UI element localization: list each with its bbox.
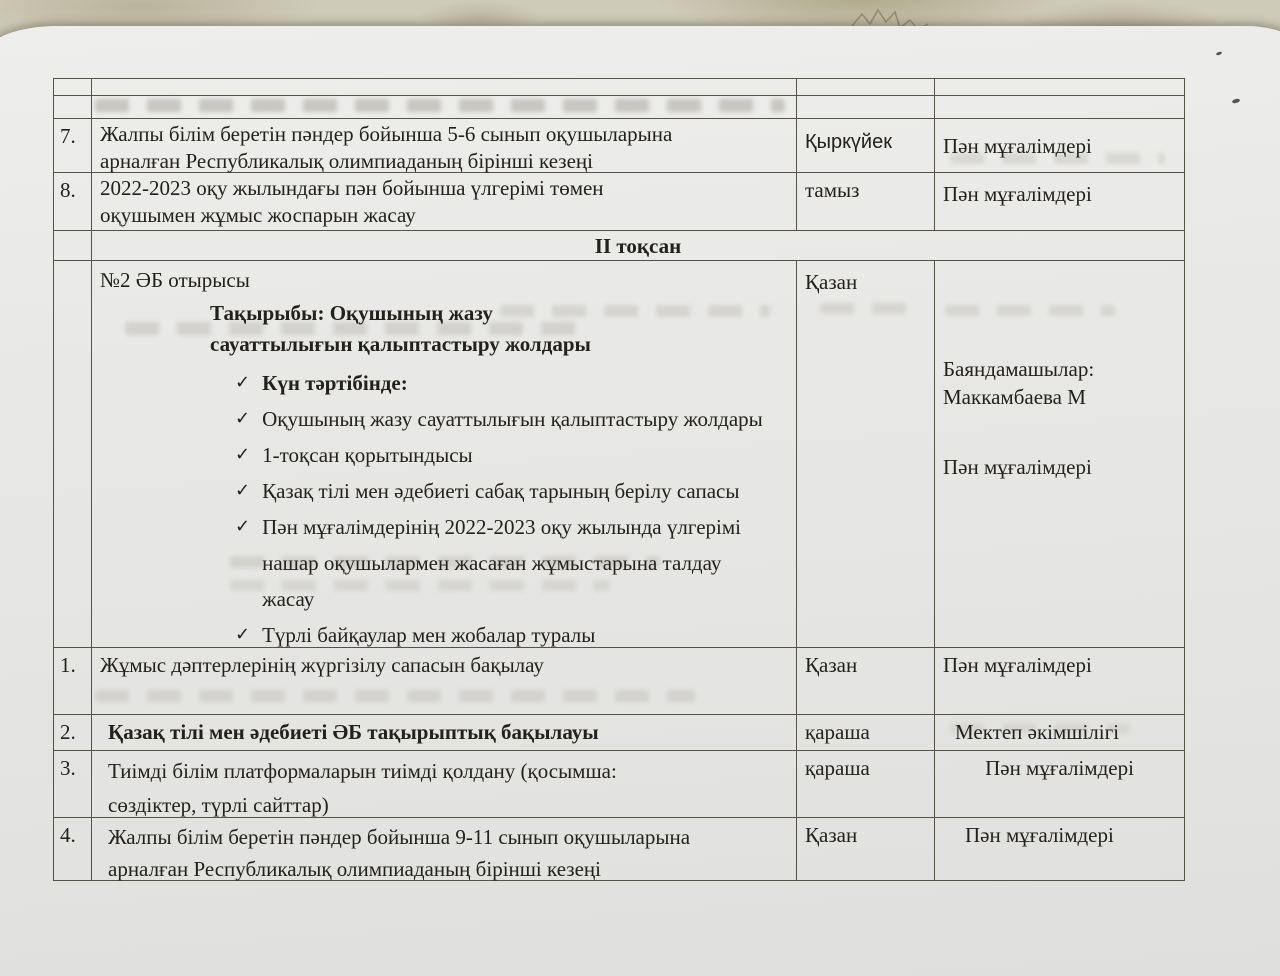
responsible-cell — [935, 261, 1184, 647]
speakers-label: Баяндамашылар: — [943, 357, 1095, 381]
agenda-item — [235, 401, 780, 437]
table-row — [54, 715, 1184, 751]
section-header-row — [54, 231, 1184, 261]
cell-month — [797, 96, 935, 118]
row-number: 4. — [54, 818, 92, 880]
agenda-item — [235, 509, 780, 617]
responsible-cell: Мектеп әкімшілігі — [955, 720, 1120, 744]
table-row — [54, 648, 1184, 715]
check-icon: ✓ — [235, 444, 251, 466]
meeting-row — [54, 261, 1184, 648]
month-cell: қараша — [797, 715, 935, 750]
speaker-name: Маккамбаева М — [943, 385, 1086, 410]
month-cell: Қазан — [797, 648, 935, 714]
responsible-cell: Пән мұғалімдері — [943, 182, 1092, 206]
month-cell: қараша — [797, 751, 935, 817]
meeting-title: №2 ӘБ отырысы — [100, 268, 250, 292]
activity-text: Жалпы білім беретін пәндер бойынша 9-11 сынып оқушыларына арналған Республикалық олимпиаданың бірінші кезеңі — [108, 825, 691, 881]
activity-cell — [92, 648, 797, 714]
activity-cell — [92, 751, 797, 817]
plan-table — [53, 78, 1185, 881]
cell-activity — [92, 96, 797, 118]
check-icon: ✓ — [235, 516, 251, 538]
row-number: 7. — [54, 119, 92, 172]
activity-text: Тиімді білім платформаларын тиімді қолдану (қосымша: сөздіктер, түрлі сайттар) — [108, 759, 617, 817]
agenda-item-text: 1-тоқсан қорытындысы — [262, 443, 473, 468]
table-row-cropped — [54, 79, 1184, 96]
check-icon: ✓ — [235, 480, 251, 502]
responsible-cell: Пән мұғалімдері — [965, 823, 1114, 847]
activity-cell — [92, 173, 797, 230]
month-cell: тамыз — [797, 173, 935, 230]
agenda-item-text: Қазақ тілі мен әдебиеті сабақ тарының берілу сапасы — [262, 479, 740, 504]
responsible-text: Пән мұғалімдері — [943, 454, 1092, 479]
meeting-cell — [92, 261, 797, 647]
row-number: 8. — [54, 173, 92, 230]
cell-activity — [92, 79, 797, 95]
activity-text: Жалпы білім беретін пәндер бойынша 5-6 сынып оқушыларына арналған Республикалық олимпиаданың бірінші кезеңі — [100, 122, 673, 174]
table-row — [54, 119, 1184, 173]
row-number: 1. — [54, 648, 92, 714]
agenda-item-text: Түрлі байқаулар мен жобалар туралы — [262, 623, 596, 648]
activity-cell — [92, 119, 797, 172]
agenda-list — [235, 365, 780, 653]
row-number: 3. — [54, 751, 92, 817]
responsible-cell: Пән мұғалімдері — [985, 756, 1134, 780]
table-row-cropped — [54, 96, 1184, 119]
responsible-cell: Пән мұғалімдері — [943, 653, 1092, 677]
check-icon: ✓ — [235, 372, 251, 394]
cell-number — [54, 96, 92, 118]
cell-number — [54, 79, 92, 95]
cell-number — [54, 231, 92, 260]
speakers-block — [943, 265, 1176, 412]
agenda-item-text: Оқушының жазу сауаттылығын қалыптастыру жолдары — [262, 407, 763, 432]
agenda-item — [235, 473, 780, 509]
agenda-item-text: Күн тәртібінде: — [262, 371, 408, 396]
agenda-item-text: Пән мұғалімдерінің 2022-2023 оқу жылында үлгерімі нашар оқушылармен жасаған жұмыстарына талдау жасау — [262, 515, 741, 612]
activity-text: Жұмыс дәптерлерінің жүргізілу сапасын бақылау — [100, 653, 544, 677]
cell-number — [54, 261, 92, 647]
month-cell: Қазан — [797, 261, 935, 647]
month-cell: Қыркүйек — [797, 119, 935, 172]
check-icon: ✓ — [235, 624, 251, 646]
activity-text: 2022-2023 оқу жылындағы пән бойынша үлгерімі төмен оқушымен жұмыс жоспарын жасау — [100, 176, 604, 228]
cell-responsible — [935, 96, 1184, 118]
activity-cell — [92, 818, 797, 880]
meeting-topic: Тақырыбы: Оқушының жазу сауаттылығын қалыптастыру жолдары — [210, 301, 591, 356]
responsible-cell: Пән мұғалімдері — [943, 134, 1092, 158]
table-row — [54, 751, 1184, 818]
section-title: ІІ тоқсан — [594, 234, 682, 258]
agenda-item — [235, 437, 780, 473]
activity-cell — [92, 715, 797, 750]
month-cell: Қазан — [797, 818, 935, 880]
cell-month — [797, 79, 935, 95]
table-row — [54, 818, 1184, 880]
check-icon: ✓ — [235, 408, 251, 430]
table-row — [54, 173, 1184, 231]
agenda-item — [235, 365, 780, 401]
cell-responsible — [935, 79, 1184, 95]
row-number: 2. — [54, 715, 92, 750]
spacer — [943, 412, 1176, 454]
activity-text: Қазақ тілі мен әдебиеті ӘБ тақырыптық бақылауы — [108, 720, 599, 744]
